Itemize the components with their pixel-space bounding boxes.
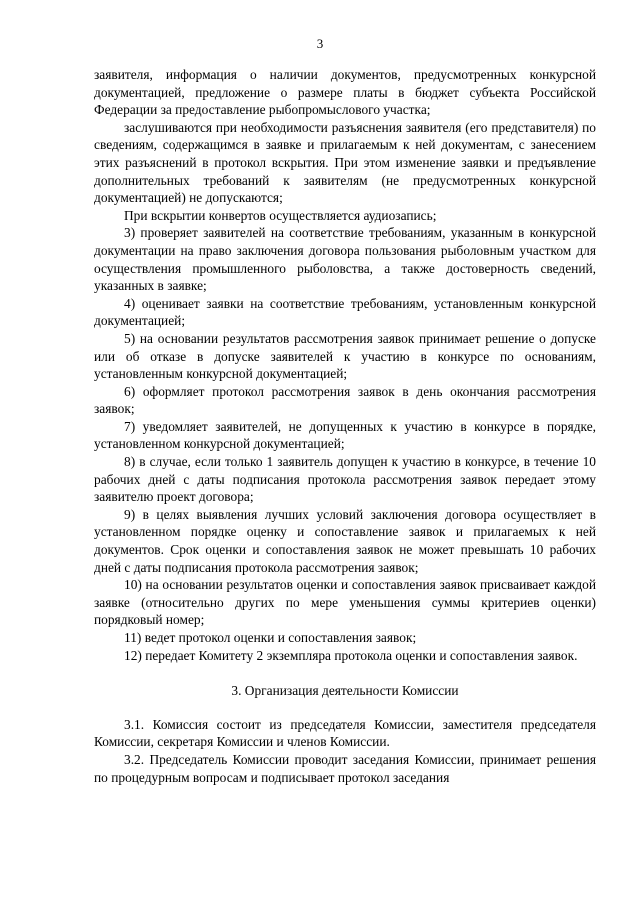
paragraph: заслушиваются при необходимости разъяснения заявителя (его представителя) по сведениям, содержащимся в заявке и прилагаемым к ней документам, с занесением этих разъяснений в протокол вскрытия. При этом изменение заявки и предъявление дополнительных требований к заявителям (не предусмотренных конкурсной документацией) не допускаются; — [94, 119, 596, 206]
paragraph: 9) в целях выявления лучших условий заключения договора осуществляет в установленном порядке оценку и сопоставление заявок и прилагаемых к ней документов. Срок оценки и сопоставления заявок не может превышать 10 рабочих дней с даты подписания протокола рассмотрения заявок; — [94, 506, 596, 575]
paragraph: 3.1. Комиссия состоит из председателя Комиссии, заместителя председателя Комиссии, секретаря Комиссии и членов Комиссии. — [94, 716, 596, 750]
paragraph: 3.2. Председатель Комиссии проводит заседания Комиссии, принимает решения по процедурным вопросам и подписывает протокол заседания — [94, 751, 596, 785]
paragraph: 4) оценивает заявки на соответствие требованиям, установленным конкурсной документацией; — [94, 295, 596, 329]
paragraph: заявителя, информация о наличии документов, предусмотренных конкурсной документацией, предложение о размере платы в бюджет субъекта Российской Федерации за предоставление рыбопромыслового участка; — [94, 67, 596, 118]
document-body — [94, 66, 596, 786]
paragraph: При вскрытии конвертов осуществляется аудиозапись; — [124, 207, 437, 223]
paragraph: 12) передает Комитету 2 экземпляра протокола оценки и сопоставления заявок. — [124, 647, 578, 663]
paragraph: 10) на основании результатов оценки и сопоставления заявок присваивает каждой заявке (относительно других по мере уменьшения суммы критериев оценки) порядковый номер; — [94, 577, 596, 628]
paragraph: 7) уведомляет заявителей, не допущенных к участию в конкурсе в порядке, установленном конкурсной документацией; — [94, 418, 596, 452]
paragraph: 3) проверяет заявителей на соответствие требованиям, указанным в конкурсной документации на право заключения договора пользования рыболовным участком для осуществления промышленного рыболовства, а также достоверность сведений, указанных в заявке; — [94, 225, 596, 294]
section-title: 3. Организация деятельности Комиссии — [231, 683, 459, 699]
paragraph: 8) в случае, если только 1 заявитель допущен к участию в конкурсе, в течение 10 рабочих дней с даты подписания протокола рассмотрения заявок передает этому заявителю проект договора; — [94, 454, 596, 505]
page-number: 3 — [316, 36, 324, 51]
paragraph: 11) ведет протокол оценки и сопоставления заявок; — [124, 630, 417, 645]
paragraph: 6) оформляет протокол рассмотрения заявок в день окончания рассмотрения заявок; — [94, 383, 596, 417]
paragraph: 5) на основании результатов рассмотрения заявок принимает решение о допуске или об отказе в допуске заявителей к участию в конкурсе по основаниям, установленным конкурсной документацией; — [94, 330, 596, 382]
